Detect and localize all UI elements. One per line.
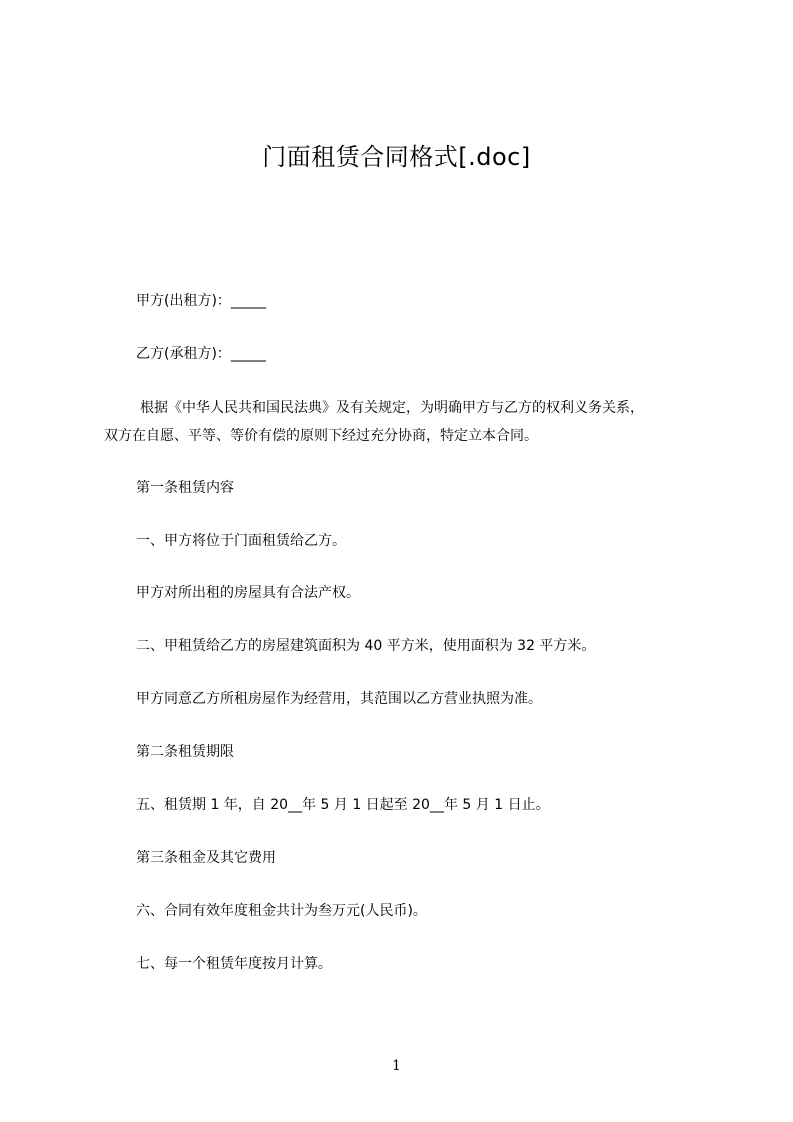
- clause-1-note: 甲方对所出租的房屋具有合法产权。: [136, 585, 360, 601]
- clause-7: 七、每一个租赁年度按月计算。: [136, 956, 332, 972]
- clause-1: 一、甲方将位于门面租赁给乙方。: [136, 533, 346, 549]
- clause-5: 五、租赁期 1 年，自 20__年 5 月 1 日起至 20__年 5 月 1 日止。: [136, 797, 550, 813]
- article-1-heading: 第一条租赁内容: [136, 480, 234, 496]
- article-3-heading: 第三条租金及其它费用: [136, 850, 276, 866]
- intro-paragraph-line-1: 根据《中华人民共和国民法典》及有关规定，为明确甲方与乙方的权利义务关系，: [140, 400, 644, 416]
- document-title: 门面租赁合同格式[.doc]: [262, 143, 531, 171]
- clause-6: 六、合同有效年度租金共计为叁万元(人民币)。: [136, 903, 427, 919]
- clause-2-note: 甲方同意乙方所租房屋作为经营用，其范围以乙方营业执照为准。: [136, 691, 542, 707]
- clause-2: 二、甲租赁给乙方的房屋建筑面积为 40 平方米，使用面积为 32 平方米。: [136, 638, 596, 654]
- intro-paragraph-line-2: 双方在自愿、平等、等价有偿的原则下经过充分协商，特定立本合同。: [104, 428, 538, 444]
- party-a-line: 甲方(出租方)：_____: [136, 293, 266, 309]
- article-2-heading: 第二条租赁期限: [136, 744, 234, 760]
- page-number: 1: [392, 1058, 401, 1074]
- party-b-line: 乙方(承租方)：_____: [136, 346, 266, 362]
